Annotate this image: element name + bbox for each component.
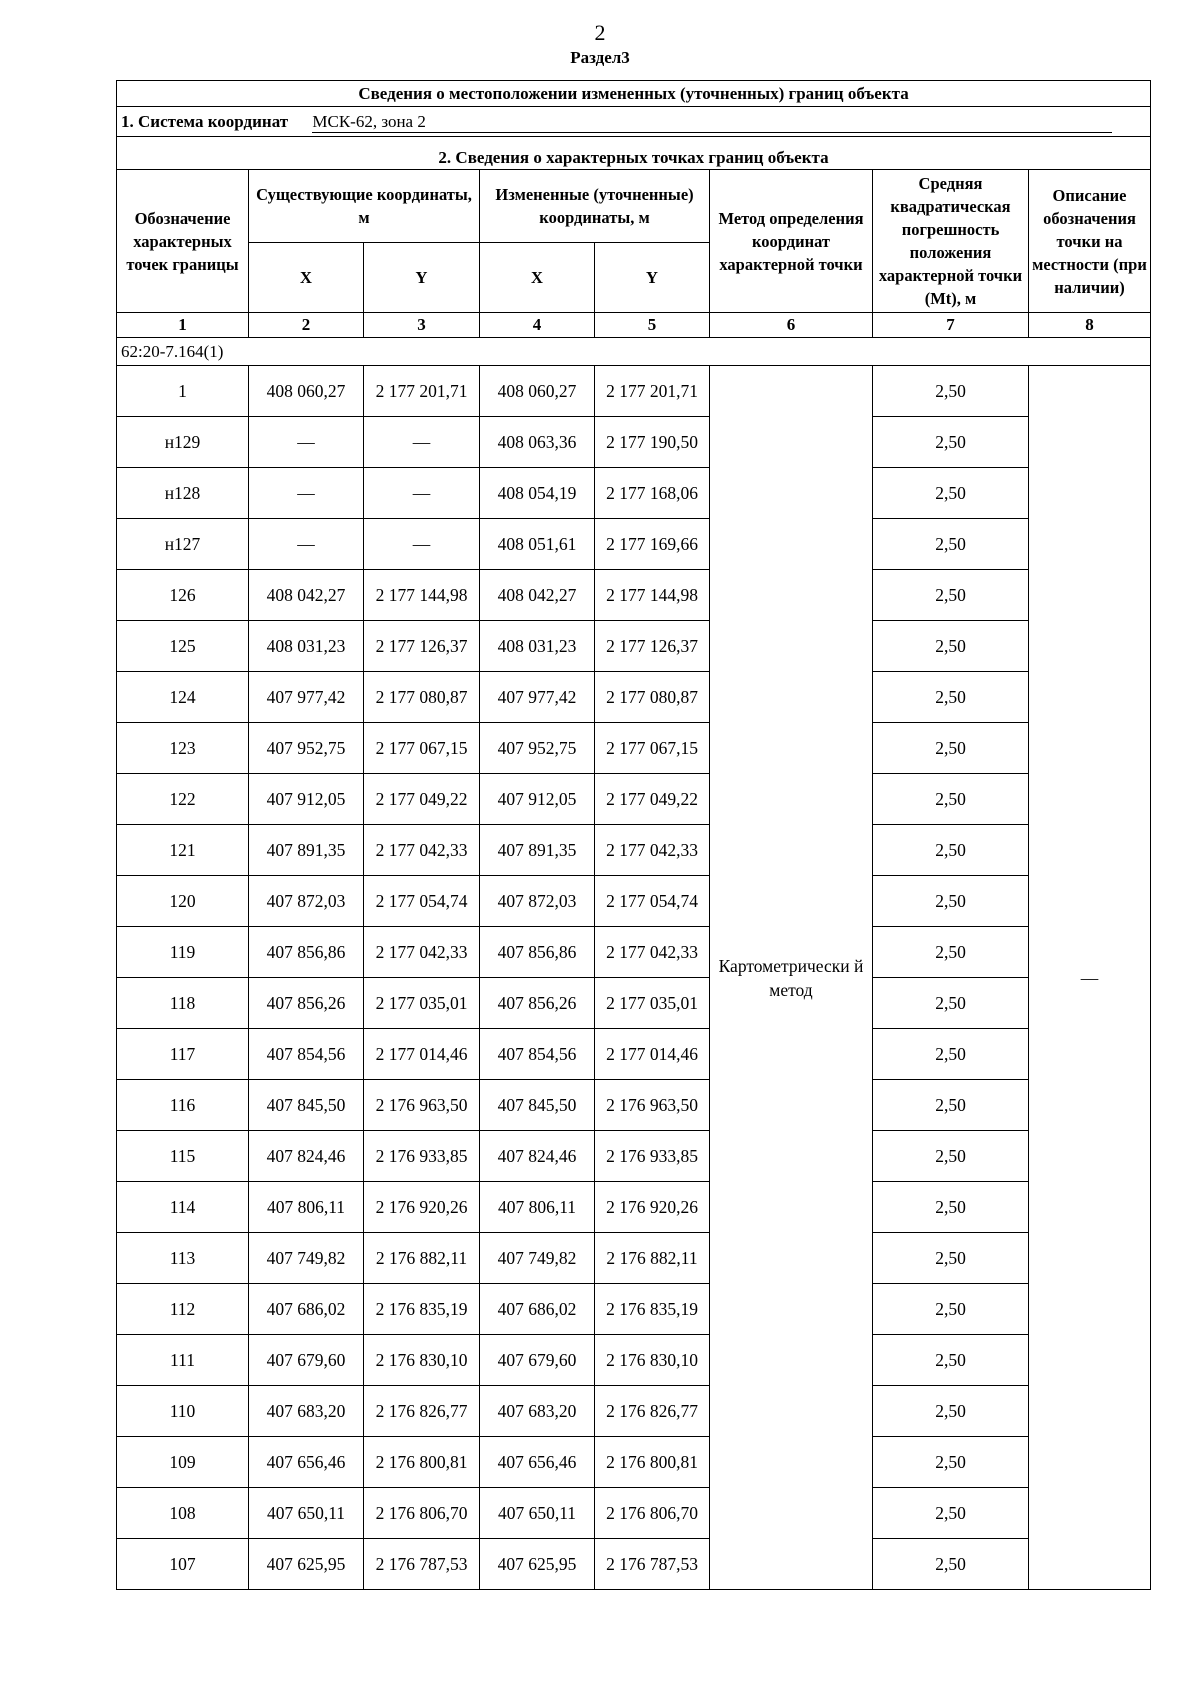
point-designation-cell: 126 <box>117 570 249 621</box>
existing-x-cell: 408 042,27 <box>249 570 364 621</box>
table-row <box>117 876 1151 927</box>
existing-y-cell: 2 177 144,98 <box>364 570 480 621</box>
point-designation-cell: н128 <box>117 468 249 519</box>
existing-y-cell: 2 177 042,33 <box>364 927 480 978</box>
coordinate-system-row <box>117 107 1151 137</box>
existing-y-cell: 2 176 800,81 <box>364 1437 480 1488</box>
table-row <box>117 978 1151 1029</box>
existing-y-cell: 2 176 835,19 <box>364 1284 480 1335</box>
changed-y-cell: 2 177 168,06 <box>595 468 710 519</box>
header-changed-y: Y <box>595 243 710 313</box>
table-row <box>117 1233 1151 1284</box>
existing-x-cell: 407 872,03 <box>249 876 364 927</box>
column-number: 6 <box>710 313 873 338</box>
existing-y-cell: 2 176 830,10 <box>364 1335 480 1386</box>
changed-x-cell: 408 051,61 <box>480 519 595 570</box>
existing-y-cell: 2 176 963,50 <box>364 1080 480 1131</box>
table-row <box>117 1488 1151 1539</box>
existing-x-cell: 407 824,46 <box>249 1131 364 1182</box>
coordinate-system-label: 1. Система координат <box>121 111 289 131</box>
point-designation-cell: н129 <box>117 417 249 468</box>
accuracy-cell: 2,50 <box>873 1539 1029 1590</box>
table-row <box>117 1131 1151 1182</box>
existing-x-cell: — <box>249 519 364 570</box>
existing-y-cell: — <box>364 417 480 468</box>
table-row <box>117 774 1151 825</box>
changed-x-cell: 407 912,05 <box>480 774 595 825</box>
existing-y-cell: 2 177 126,37 <box>364 621 480 672</box>
table-row <box>117 621 1151 672</box>
changed-x-cell: 408 031,23 <box>480 621 595 672</box>
column-number: 7 <box>873 313 1029 338</box>
description-cell: — <box>1029 366 1151 1590</box>
column-number: 8 <box>1029 313 1151 338</box>
accuracy-cell: 2,50 <box>873 1335 1029 1386</box>
changed-y-cell: 2 176 826,77 <box>595 1386 710 1437</box>
point-designation-cell: 121 <box>117 825 249 876</box>
accuracy-cell: 2,50 <box>873 1029 1029 1080</box>
table-row <box>117 1182 1151 1233</box>
changed-x-cell: 407 683,20 <box>480 1386 595 1437</box>
accuracy-cell: 2,50 <box>873 417 1029 468</box>
existing-x-cell: 407 686,02 <box>249 1284 364 1335</box>
accuracy-cell: 2,50 <box>873 1386 1029 1437</box>
changed-y-cell: 2 177 049,22 <box>595 774 710 825</box>
existing-x-cell: 407 891,35 <box>249 825 364 876</box>
table-row <box>117 1284 1151 1335</box>
accuracy-cell: 2,50 <box>873 774 1029 825</box>
existing-x-cell: 407 625,95 <box>249 1539 364 1590</box>
table-row <box>117 417 1151 468</box>
changed-y-cell: 2 177 144,98 <box>595 570 710 621</box>
changed-x-cell: 407 749,82 <box>480 1233 595 1284</box>
existing-x-cell: 407 679,60 <box>249 1335 364 1386</box>
table-row <box>117 672 1151 723</box>
existing-y-cell: — <box>364 468 480 519</box>
header-method: Метод определения координат характерной точки <box>710 170 873 313</box>
existing-y-cell: 2 177 080,87 <box>364 672 480 723</box>
accuracy-cell: 2,50 <box>873 1437 1029 1488</box>
point-designation-cell: 122 <box>117 774 249 825</box>
existing-y-cell: 2 177 054,74 <box>364 876 480 927</box>
changed-y-cell: 2 177 042,33 <box>595 927 710 978</box>
point-designation-cell: 116 <box>117 1080 249 1131</box>
changed-x-cell: 407 872,03 <box>480 876 595 927</box>
point-designation-cell: 124 <box>117 672 249 723</box>
existing-y-cell: 2 176 826,77 <box>364 1386 480 1437</box>
header-description: Описание обозначения точки на местности (при наличии) <box>1029 170 1151 313</box>
existing-y-cell: 2 176 787,53 <box>364 1539 480 1590</box>
existing-y-cell: 2 177 067,15 <box>364 723 480 774</box>
point-designation-cell: 123 <box>117 723 249 774</box>
header-changed-coords: Измененные (уточненные) координаты, м <box>480 170 710 243</box>
column-number: 2 <box>249 313 364 338</box>
existing-y-cell: 2 176 920,26 <box>364 1182 480 1233</box>
point-designation-cell: 114 <box>117 1182 249 1233</box>
existing-y-cell: 2 177 014,46 <box>364 1029 480 1080</box>
existing-x-cell: 407 856,86 <box>249 927 364 978</box>
changed-x-cell: 407 824,46 <box>480 1131 595 1182</box>
existing-x-cell: — <box>249 468 364 519</box>
changed-x-cell: 407 854,56 <box>480 1029 595 1080</box>
point-designation-cell: 125 <box>117 621 249 672</box>
points-section-title: 2. Сведения о характерных точках границ объекта <box>117 147 1151 170</box>
changed-x-cell: 407 952,75 <box>480 723 595 774</box>
existing-x-cell: 407 912,05 <box>249 774 364 825</box>
point-designation-cell: 109 <box>117 1437 249 1488</box>
accuracy-cell: 2,50 <box>873 1080 1029 1131</box>
coordinate-system-value: МСК-62, зона 2 <box>312 112 1112 133</box>
accuracy-cell: 2,50 <box>873 519 1029 570</box>
changed-x-cell: 407 856,26 <box>480 978 595 1029</box>
changed-x-cell: 408 063,36 <box>480 417 595 468</box>
changed-y-cell: 2 177 035,01 <box>595 978 710 1029</box>
table-row <box>117 1080 1151 1131</box>
point-designation-cell: 1 <box>117 366 249 417</box>
existing-y-cell: 2 177 035,01 <box>364 978 480 1029</box>
existing-y-cell: 2 176 933,85 <box>364 1131 480 1182</box>
accuracy-cell: 2,50 <box>873 1284 1029 1335</box>
parcel-id: 62:20-7.164(1) <box>117 338 1151 366</box>
header-changed-x: X <box>480 243 595 313</box>
existing-x-cell: 407 806,11 <box>249 1182 364 1233</box>
column-number: 3 <box>364 313 480 338</box>
table-row <box>117 1539 1151 1590</box>
changed-y-cell: 2 176 882,11 <box>595 1233 710 1284</box>
changed-y-cell: 2 176 963,50 <box>595 1080 710 1131</box>
changed-x-cell: 407 656,46 <box>480 1437 595 1488</box>
existing-x-cell: 407 845,50 <box>249 1080 364 1131</box>
accuracy-cell: 2,50 <box>873 366 1029 417</box>
existing-y-cell: 2 177 049,22 <box>364 774 480 825</box>
changed-x-cell: 407 856,86 <box>480 927 595 978</box>
changed-x-cell: 407 679,60 <box>480 1335 595 1386</box>
existing-y-cell: 2 176 806,70 <box>364 1488 480 1539</box>
changed-y-cell: 2 177 126,37 <box>595 621 710 672</box>
changed-y-cell: 2 176 933,85 <box>595 1131 710 1182</box>
accuracy-cell: 2,50 <box>873 468 1029 519</box>
existing-x-cell: 407 650,11 <box>249 1488 364 1539</box>
header-accuracy: Средняя квадратическая погрешность положения характерной точки (Mt), м <box>873 170 1029 313</box>
page-number: 2 <box>594 20 606 45</box>
existing-y-cell: 2 176 882,11 <box>364 1233 480 1284</box>
accuracy-cell: 2,50 <box>873 723 1029 774</box>
table-row <box>117 468 1151 519</box>
existing-x-cell: 408 031,23 <box>249 621 364 672</box>
table-row <box>117 1335 1151 1386</box>
changed-y-cell: 2 177 190,50 <box>595 417 710 468</box>
changed-y-cell: 2 177 054,74 <box>595 876 710 927</box>
accuracy-cell: 2,50 <box>873 621 1029 672</box>
changed-x-cell: 408 054,19 <box>480 468 595 519</box>
header-existing-y: Y <box>364 243 480 313</box>
accuracy-cell: 2,50 <box>873 1131 1029 1182</box>
changed-y-cell: 2 176 835,19 <box>595 1284 710 1335</box>
changed-y-cell: 2 176 787,53 <box>595 1539 710 1590</box>
point-designation-cell: 112 <box>117 1284 249 1335</box>
existing-x-cell: 407 977,42 <box>249 672 364 723</box>
existing-y-cell: 2 177 042,33 <box>364 825 480 876</box>
table-row <box>117 1386 1151 1437</box>
accuracy-cell: 2,50 <box>873 570 1029 621</box>
changed-x-cell: 407 891,35 <box>480 825 595 876</box>
table-row <box>117 723 1151 774</box>
point-designation-cell: 117 <box>117 1029 249 1080</box>
changed-x-cell: 407 806,11 <box>480 1182 595 1233</box>
header-point-designation: Обозначение характерных точек границы <box>117 170 249 313</box>
table-row <box>117 1029 1151 1080</box>
changed-y-cell: 2 177 201,71 <box>595 366 710 417</box>
existing-x-cell: 407 683,20 <box>249 1386 364 1437</box>
table-row <box>117 927 1151 978</box>
column-number: 1 <box>117 313 249 338</box>
table-title: Сведения о местоположении измененных (уточненных) границ объекта <box>117 81 1151 107</box>
point-designation-cell: 120 <box>117 876 249 927</box>
existing-x-cell: 407 854,56 <box>249 1029 364 1080</box>
point-designation-cell: 107 <box>117 1539 249 1590</box>
table-row <box>117 825 1151 876</box>
table-row <box>117 570 1151 621</box>
existing-x-cell: 407 749,82 <box>249 1233 364 1284</box>
changed-y-cell: 2 176 806,70 <box>595 1488 710 1539</box>
point-designation-cell: 113 <box>117 1233 249 1284</box>
header-existing-x: X <box>249 243 364 313</box>
point-designation-cell: 118 <box>117 978 249 1029</box>
point-designation-cell: 108 <box>117 1488 249 1539</box>
accuracy-cell: 2,50 <box>873 978 1029 1029</box>
changed-y-cell: 2 177 067,15 <box>595 723 710 774</box>
changed-y-cell: 2 177 014,46 <box>595 1029 710 1080</box>
point-designation-cell: 110 <box>117 1386 249 1437</box>
changed-x-cell: 407 625,95 <box>480 1539 595 1590</box>
changed-x-cell: 408 060,27 <box>480 366 595 417</box>
accuracy-cell: 2,50 <box>873 1182 1029 1233</box>
changed-y-cell: 2 176 920,26 <box>595 1182 710 1233</box>
point-designation-cell: н127 <box>117 519 249 570</box>
changed-y-cell: 2 176 830,10 <box>595 1335 710 1386</box>
table-row <box>117 1437 1151 1488</box>
changed-x-cell: 408 042,27 <box>480 570 595 621</box>
accuracy-cell: 2,50 <box>873 825 1029 876</box>
existing-x-cell: 408 060,27 <box>249 366 364 417</box>
header-existing-coords: Существующие координаты, м <box>249 170 480 243</box>
changed-y-cell: 2 176 800,81 <box>595 1437 710 1488</box>
changed-y-cell: 2 177 169,66 <box>595 519 710 570</box>
changed-y-cell: 2 177 042,33 <box>595 825 710 876</box>
table-row <box>117 366 1151 417</box>
changed-x-cell: 407 686,02 <box>480 1284 595 1335</box>
changed-x-cell: 407 845,50 <box>480 1080 595 1131</box>
existing-x-cell: 407 656,46 <box>249 1437 364 1488</box>
section-title: Раздел3 <box>570 48 630 67</box>
changed-y-cell: 2 177 080,87 <box>595 672 710 723</box>
existing-y-cell: — <box>364 519 480 570</box>
changed-x-cell: 407 977,42 <box>480 672 595 723</box>
accuracy-cell: 2,50 <box>873 1488 1029 1539</box>
existing-x-cell: 407 856,26 <box>249 978 364 1029</box>
existing-y-cell: 2 177 201,71 <box>364 366 480 417</box>
table-row <box>117 519 1151 570</box>
spacer-cell <box>117 137 1151 148</box>
point-designation-cell: 111 <box>117 1335 249 1386</box>
changed-x-cell: 407 650,11 <box>480 1488 595 1539</box>
accuracy-cell: 2,50 <box>873 927 1029 978</box>
column-number: 5 <box>595 313 710 338</box>
accuracy-cell: 2,50 <box>873 672 1029 723</box>
method-cell: Картометрически й метод <box>710 366 873 1590</box>
existing-x-cell: 407 952,75 <box>249 723 364 774</box>
point-designation-cell: 115 <box>117 1131 249 1182</box>
accuracy-cell: 2,50 <box>873 876 1029 927</box>
existing-x-cell: — <box>249 417 364 468</box>
accuracy-cell: 2,50 <box>873 1233 1029 1284</box>
point-designation-cell: 119 <box>117 927 249 978</box>
column-number: 4 <box>480 313 595 338</box>
boundary-points-table <box>116 80 1151 1590</box>
